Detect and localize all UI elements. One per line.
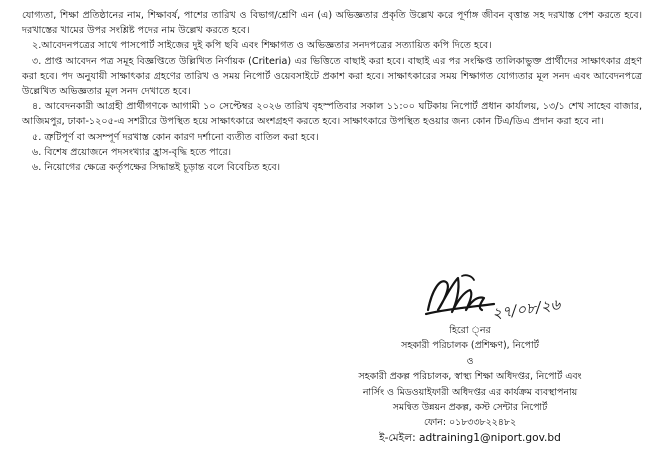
paragraph-6-post-count: ৬. বিশেষ প্রয়োজনে পদসংখ্যার হ্রাস-বৃদ্ধি হতে পারে। (32, 146, 232, 158)
paragraph-2-attachments: ২.আবেদনপত্রের সাথে পাসপোর্ট সাইজের দুই কপি ছবি এবং শিক্ষাগত ও অভিজ্ঞতার সনদপত্রের সত্যায়িত কপি দিতে হবে। (32, 40, 492, 52)
signatory-project-name: সমন্বিত উন্নয়ন প্রকল্প, কস্ট সেন্টার নিপোর্ট (392, 402, 548, 414)
notice-body (22, 8, 642, 175)
signatory-email: ই-মেইল: adtraining1@niport.gov.bd (379, 431, 561, 444)
signatory-details (300, 323, 640, 446)
signature-date: ২৭/০৮/২৬ (490, 295, 562, 323)
handwritten-signature (422, 270, 502, 322)
paragraph-5-rejection: ৫. ত্রুটিপূর্ণ বা অসম্পূর্ণ দরখাস্ত কোন কারণ দর্শানো ব্যতীত বাতিল করা হবে। (32, 131, 319, 143)
paragraph-qualification: যোগ্যতা, শিক্ষা প্রতিষ্ঠানের নাম, শিক্ষাবর্ষ, পাশের তারিখ ও বিভাগ/শ্রেণি এন (এ) অভিজ্ঞতার প্রকৃতি উল্লেখ করে পূর্ণাঙ্গ জীবন বৃত্তান্ত সহ দরখাস্ত পেশ করতে হবে। দরখাস্তের খামের উপর সংশ্লিষ্ট পদের নাম উল্লেখ করতে হবে। (22, 10, 642, 37)
signatory-and: ও (466, 355, 474, 367)
signatory-name: হিরো ্নর (449, 325, 491, 336)
paragraph-4-interview: ৪. আবেদনকারী আগ্রহী প্রার্থীগণকে আগামী ১০ সেপ্টেম্বর ২০২৬ তারিখ বৃহস্পতিবার সকাল ১১:০০ ঘটিকায় নিপোর্ট প্রধান কার্যালয়, ১৩/১ শেখ সাহেব বাজার, আজিমপুর, ঢাকা-১২০৫-এ সশরীরে উপস্থিত হয়ে সাক্ষাৎকারে অংশগ্রহণ করতে হবে। সাক্ষাৎকারে উপস্থিত হওয়ার জন্য কোন টিএ/ডিএ প্রদান করা হবে না। (22, 101, 642, 128)
paragraph-3-selection: ৩. প্রাপ্ত আবেদন পত্র সমূহ বিজ্ঞপ্তিতে উল্লিখিত নির্ণায়ক (Criteria) এর ভিত্তিতে বাছাই করা হবে। বাছাই এর পর সংক্ষিপ্ত তালিকাভুক্ত প্রার্থীদের সাক্ষাৎকার গ্রহণ করা হবে। পদ অনুযায়ী সাক্ষাৎকার গ্রহণের তারিখ ও সময় নিপোর্ট ওয়েবসাইটে প্রকাশ করা হবে। সাক্ষাৎকারের সময় শিক্ষাগত যোগ্যতার মূল সনদ এবং আবেদনপত্রে উল্লেখিত অভিজ্ঞতার মূল সনদ দেখাতে হবে। (22, 55, 642, 98)
signatory-project-role: সহকারী প্রকল্প পরিচালক, স্বাস্থ্য শিক্ষা অধিদপ্তর, নিপোর্ট এবং (358, 371, 582, 383)
paragraph-7-authority: ৬. নিয়োগের ক্ষেত্রে কর্তৃপক্ষের সিদ্ধান্তই চূড়ান্ত বলে বিবেচিত হবে। (32, 162, 281, 174)
signature-block (300, 270, 640, 465)
signatory-designation: সহকারী পরিচালক (প্রশিক্ষণ), নিপোর্ট (401, 340, 539, 352)
signatory-project-role-2: নার্সিং ও মিডওয়াইফারী অধিদপ্তর এর কার্যক্রম ব্যবস্থাপনায় (362, 386, 578, 398)
signatory-phone: ফোন: ০১৮৩৩৮২২৪৮২ (423, 417, 517, 429)
